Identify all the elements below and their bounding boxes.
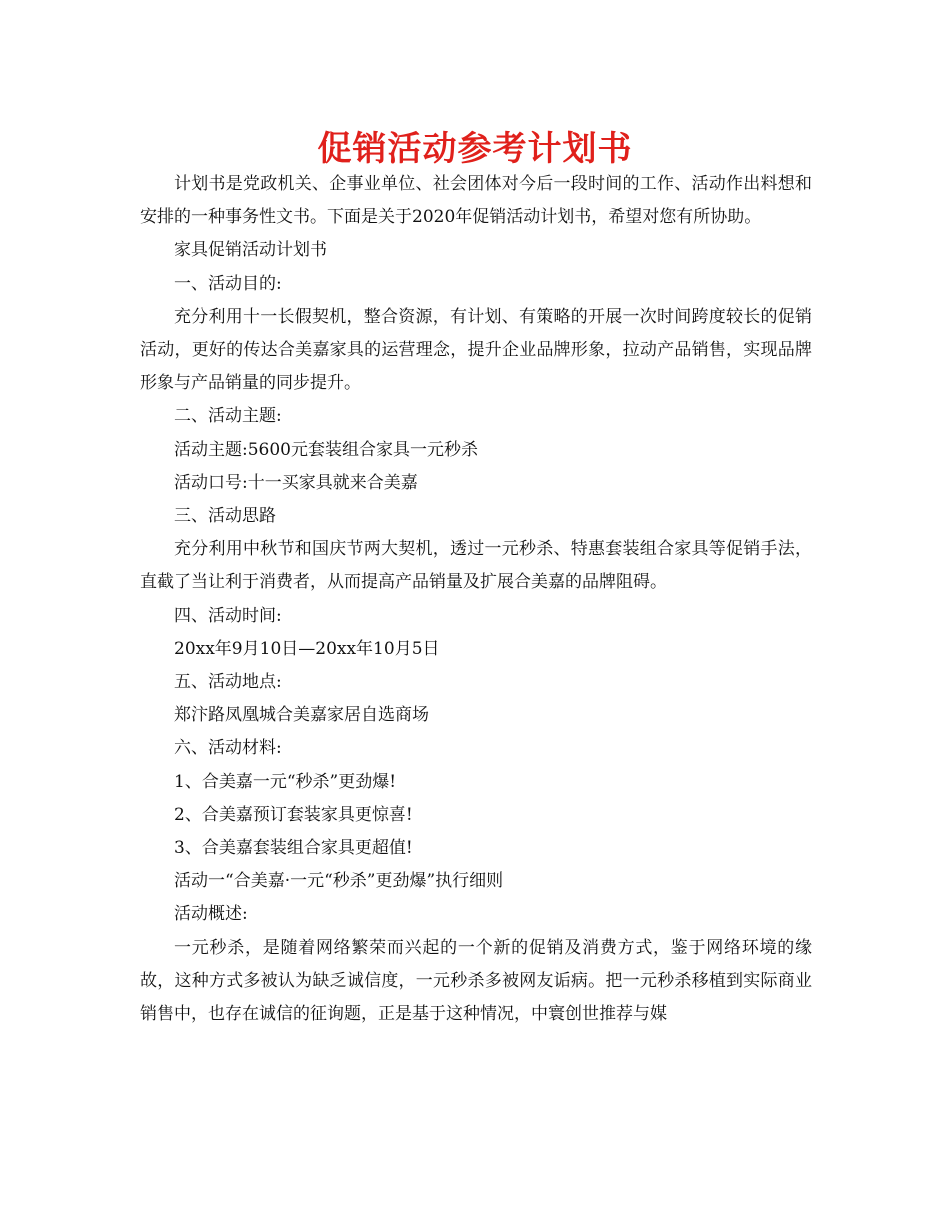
heading-purpose: 一、活动目的:	[174, 273, 282, 294]
list-item-material-2: 2、合美嘉预订套装家具更惊喜!	[174, 804, 413, 825]
paragraph-purpose: 充分利用十一长假契机，整合资源，有计划、有策略的开展一次时间跨度较长的促销活动，更好的传达合美嘉家具的运营理念，提升企业品牌形象，拉动产品销售，实现品牌形象与产品销量的同步提升。	[140, 306, 812, 394]
paragraph-subtitle: 家具促销活动计划书	[174, 240, 327, 261]
heading-materials: 六、活动材料:	[174, 738, 282, 759]
heading-activity-one: 活动一“合美嘉·一元“秒杀”更劲爆”执行细则	[174, 871, 504, 892]
paragraph-approach: 充分利用中秋节和国庆节两大契机，透过一元秒杀、特惠套装组合家具等促销手法，直截了当让利于消费者，从而提高产品销量及扩展合美嘉的品牌阻碍。	[140, 539, 812, 593]
list-item-material-1: 1、合美嘉一元“秒杀”更劲爆!	[174, 771, 397, 792]
heading-theme: 二、活动主题:	[174, 406, 282, 427]
list-item-material-3: 3、合美嘉套装组合家具更超值!	[174, 838, 413, 859]
heading-approach: 三、活动思路	[174, 506, 276, 527]
paragraph-slogan: 活动口号:十一买家具就来合美嘉	[174, 472, 418, 493]
paragraph-theme: 活动主题:5600元套装组合家具一元秒杀	[174, 439, 478, 460]
paragraph-overview: 一元秒杀，是随着网络繁荣而兴起的一个新的促销及消费方式，鉴于网络环境的缘故，这种方式多被认为缺乏诚信度，一元秒杀多被网友诟病。把一元秒杀移植到实际商业销售中，也存在诚信的征询题，正是基于这种情况，中寰创世推荐与媒	[140, 937, 812, 1025]
heading-location: 五、活动地点:	[174, 672, 282, 693]
paragraph-time: 20xx年9月10日—20xx年10月5日	[174, 638, 440, 659]
document-title: 促销活动参考计划书	[317, 129, 633, 169]
heading-overview: 活动概述:	[174, 904, 248, 925]
document-body	[140, 168, 812, 1031]
paragraph-intro: 计划书是党政机关、企事业单位、社会团体对今后一段时间的工作、活动作出料想和安排的一种事务性文书。下面是关于2020年促销活动计划书，希望对您有所协助。	[140, 174, 812, 228]
heading-time: 四、活动时间:	[174, 605, 282, 626]
paragraph-location: 郑汴路凤凰城合美嘉家居自选商场	[174, 705, 429, 726]
